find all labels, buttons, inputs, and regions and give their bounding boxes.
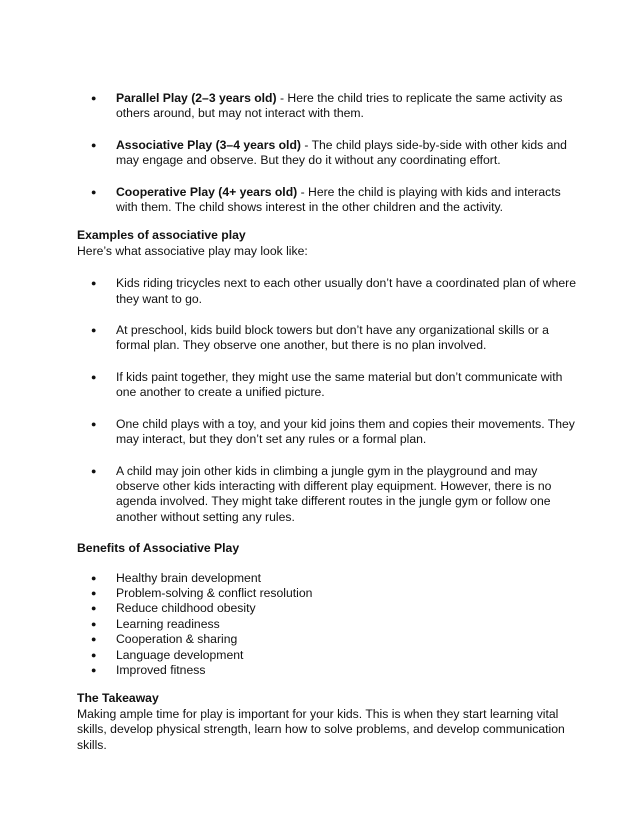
examples-list: [84, 276, 577, 525]
example-text: One child plays with a toy, and your kid joins them and copies their movements. They may interact, but they don’t set any rules or a formal plan.: [116, 416, 575, 447]
list-item: [84, 91, 577, 122]
bullet-icon: ●: [91, 649, 97, 660]
benefit-text: Improved fitness: [116, 662, 206, 677]
benefit-text: Problem-solving & conflict resolution: [116, 585, 313, 600]
examples-heading: Examples of associative play: [77, 228, 246, 243]
play-type-name: Parallel Play (2–3 years old): [116, 91, 277, 105]
takeaway-text: Making ample time for play is important for your kids. This is when they start learning vital skills, develop physical strength, learn how to solve problems, and develop communication skills.: [77, 706, 565, 752]
example-text: A child may join other kids in climbing a jungle gym in the playground and may observe other kids interacting with different play equipment. However, there is no agenda involved. They might take different routes in the jungle gym or follow one another without setting any rules.: [116, 463, 552, 524]
list-item: [84, 663, 577, 678]
bullet-icon: ●: [91, 634, 97, 645]
benefits-heading: Benefits of Associative Play: [77, 541, 240, 556]
list-item: [84, 601, 577, 616]
bullet-icon: ●: [91, 664, 97, 675]
list-item: [84, 464, 577, 526]
benefit-text: Cooperation & sharing: [116, 632, 238, 647]
document-page: [77, 91, 577, 753]
bullet-icon: ●: [91, 572, 97, 583]
list-item: [84, 586, 577, 601]
example-text: If kids paint together, they might use the same material but don’t communicate with one another to create a unified picture.: [116, 369, 563, 400]
list-item: [84, 632, 577, 647]
bullet-icon: ●: [91, 587, 97, 598]
play-type-name: Associative Play (3–4 years old): [116, 137, 301, 152]
bullet-icon: ●: [91, 93, 97, 103]
list-item: [84, 571, 577, 586]
play-types-list: [84, 91, 577, 215]
bullet-icon: ●: [91, 186, 97, 197]
play-type-desc: - Here the child is playing with kids and interacts with them. The child shows interest in the other children and the activity.: [116, 184, 561, 215]
list-item: [84, 185, 577, 216]
bullet-icon: ●: [91, 371, 97, 382]
bullet-icon: ●: [91, 325, 97, 336]
list-item: [84, 648, 577, 663]
benefit-text: Learning readiness: [116, 616, 220, 631]
benefit-text: Language development: [116, 647, 244, 662]
examples-intro: Here’s what associative play may look like:: [77, 243, 308, 258]
bullet-icon: ●: [91, 603, 97, 614]
benefit-text: Reduce childhood obesity: [116, 601, 256, 616]
list-item: [84, 138, 577, 169]
list-item: [84, 617, 577, 632]
bullet-icon: ●: [91, 139, 97, 150]
play-type-desc: - Here the child tries to replicate the same activity as others around, but may not interact with them.: [116, 91, 563, 121]
bullet-icon: ●: [91, 418, 97, 429]
list-item: [84, 370, 577, 401]
takeaway-heading: The Takeaway: [77, 691, 159, 706]
play-type-name: Cooperative Play (4+ years old): [116, 184, 298, 199]
bullet-icon: ●: [91, 278, 97, 289]
play-type-desc: - The child plays side-by-side with other kids and may engage and observe. But they do it without any coordinating effort.: [116, 137, 567, 168]
list-item: [84, 276, 577, 307]
benefits-list: [84, 571, 577, 679]
bullet-icon: ●: [91, 618, 97, 629]
bullet-icon: ●: [91, 465, 97, 476]
example-text: At preschool, kids build block towers but don’t have any organizational skills or a formal plan. They observe one another, but there is no plan involved.: [116, 323, 549, 353]
list-item: [84, 417, 577, 448]
benefit-text: Healthy brain development: [116, 570, 261, 585]
example-text: Kids riding tricycles next to each other usually don’t have a coordinated plan of where they want to go.: [116, 276, 577, 306]
list-item: [84, 323, 577, 354]
